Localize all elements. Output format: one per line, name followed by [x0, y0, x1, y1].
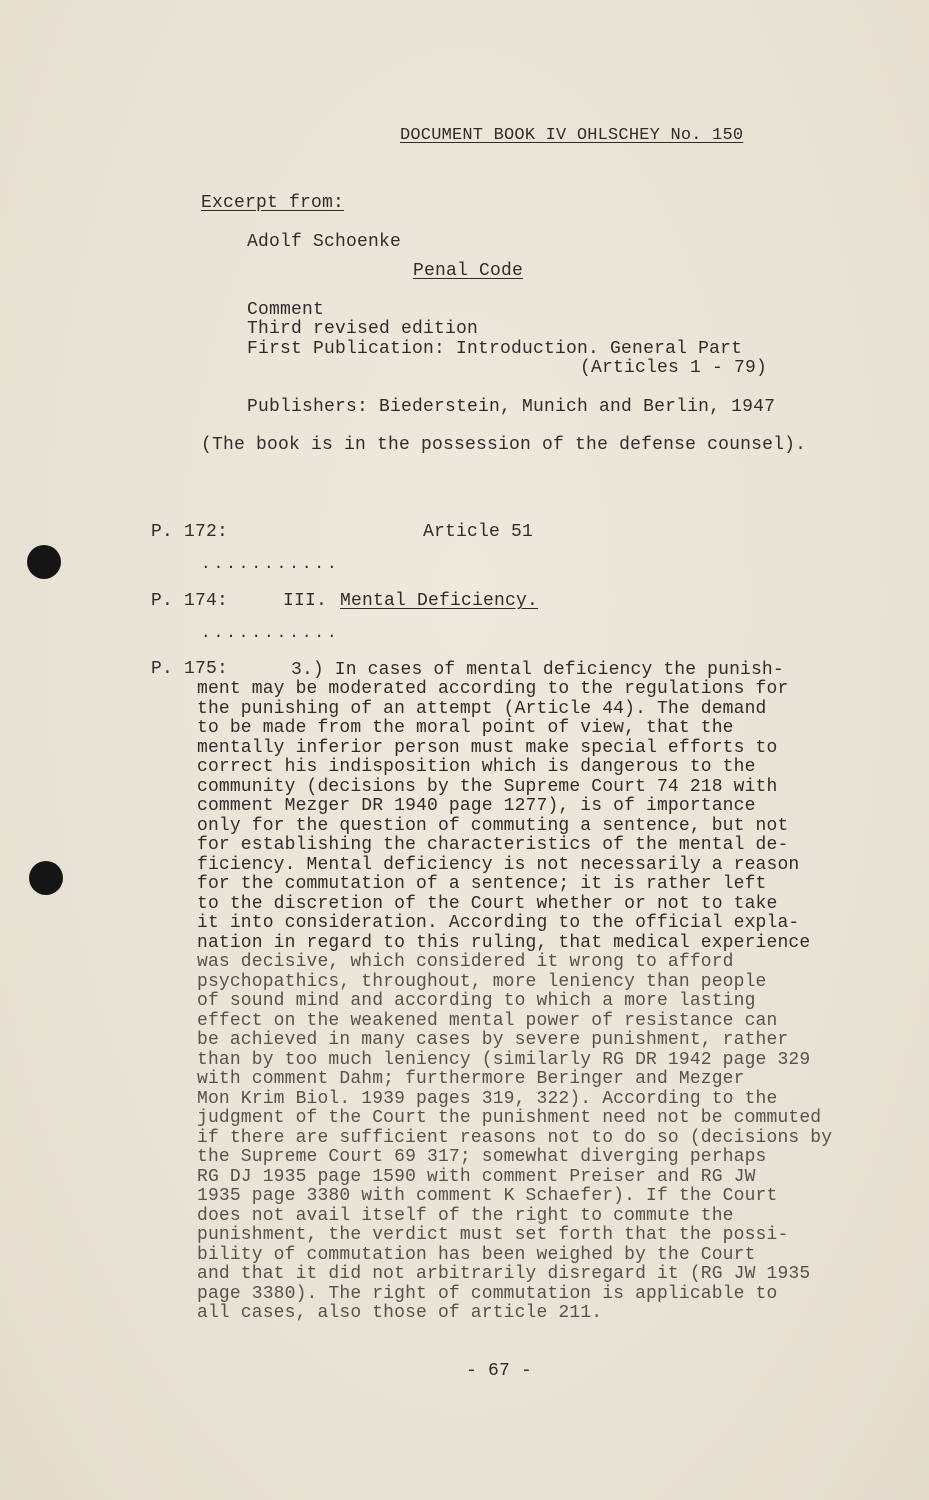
body-line: does not avail itself of the right to commute the [197, 1206, 734, 1226]
body-line: page 3380). The right of commutation is applicable to [197, 1284, 778, 1304]
body-line: ment may be moderated according to the regulations for [197, 679, 789, 699]
detail-comment: Comment [247, 300, 325, 320]
body-line: and that it did not arbitrarily disregard it (RG JW 1935 [197, 1264, 811, 1284]
body-line: be achieved in many cases by severe punishment, rather [197, 1030, 789, 1050]
body-line: Mon Krim Biol. 1939 pages 319, 322). According to the [197, 1089, 778, 1109]
body-line: correct his indisposition which is dangerous to the [197, 757, 756, 777]
body-line: psychopathics, throughout, more leniency than people [197, 972, 767, 992]
body-line: for the commutation of a sentence; it is rather left [197, 874, 767, 894]
body-line: judgment of the Court the punishment need not be commuted [197, 1108, 822, 1128]
body-line: the punishing of an attempt (Article 44). The demand [197, 699, 767, 719]
page-ref-174: P. 174: [151, 591, 229, 611]
body-line: only for the question of commuting a sentence, but not [197, 816, 789, 836]
detail-articles: (Articles 1 - 79) [580, 358, 768, 378]
body-line: ficiency. Mental deficiency is not necessarily a reason [197, 855, 800, 875]
punch-hole-bottom [29, 861, 63, 895]
document-reference: DOCUMENT BOOK IV OHLSCHEY No. 150 [400, 126, 744, 145]
body-line: was decisive, which considered it wrong to afford [197, 952, 734, 972]
punch-hole-top [27, 545, 61, 579]
body-line: to be made from the moral point of view, that the [197, 718, 734, 738]
article-51-heading: Article 51 [423, 522, 534, 542]
body-line: community (decisions by the Supreme Court 74 218 with [197, 777, 778, 797]
possession-note: (The book is in the possession of the defense counsel). [201, 435, 807, 455]
body-line: for establishing the characteristics of the mental de- [197, 835, 789, 855]
page-number: - 67 - [466, 1361, 533, 1381]
body-line: bility of commutation has been weighed by the Court [197, 1245, 756, 1265]
mental-deficiency-heading: Mental Deficiency. [340, 591, 539, 611]
body-line: comment Mezger DR 1940 page 1277), is of importance [197, 796, 756, 816]
excerpt-label: Excerpt from: [201, 193, 345, 213]
ellipsis-separator: ........... [201, 555, 340, 573]
body-line: it into consideration. According to the official expla- [197, 913, 800, 933]
body-line: of sound mind and according to which a more lasting [197, 991, 756, 1011]
page-ref-175: P. 175: [151, 659, 229, 679]
publishers-line: Publishers: Biederstein, Munich and Berlin, 1947 [247, 397, 776, 417]
body-line: to the discretion of the Court whether or not to take [197, 894, 778, 914]
body-line: 3.) In cases of mental deficiency the punish- [291, 660, 784, 680]
body-line: effect on the weakened mental power of resistance can [197, 1011, 778, 1031]
body-line: all cases, also those of article 211. [197, 1303, 603, 1323]
body-line: punishment, the verdict must set forth that the possi- [197, 1225, 789, 1245]
body-line: the Supreme Court 69 317; somewhat diverging perhaps [197, 1147, 767, 1167]
detail-edition: Third revised edition [247, 319, 479, 339]
ellipsis-separator: ........... [201, 624, 340, 642]
body-line: if there are sufficient reasons not to do so (decisions by [197, 1128, 833, 1148]
page-ref-172: P. 172: [151, 522, 229, 542]
body-line: RG DJ 1935 page 1590 with comment Preiser and RG JW [197, 1167, 756, 1187]
detail-publication: First Publication: Introduction. General Part [247, 339, 743, 359]
book-title: Penal Code [413, 261, 524, 281]
body-line: 1935 page 3380 with comment K Schaefer). If the Court [197, 1186, 778, 1206]
section-number: III. [283, 591, 328, 611]
author-name: Adolf Schoenke [247, 232, 402, 252]
body-line: than by too much leniency (similarly RG DR 1942 page 329 [197, 1050, 811, 1070]
body-line: with comment Dahm; furthermore Beringer and Mezger [197, 1069, 745, 1089]
body-line: nation in regard to this ruling, that medical experience [197, 933, 811, 953]
body-line: mentally inferior person must make special efforts to [197, 738, 778, 758]
